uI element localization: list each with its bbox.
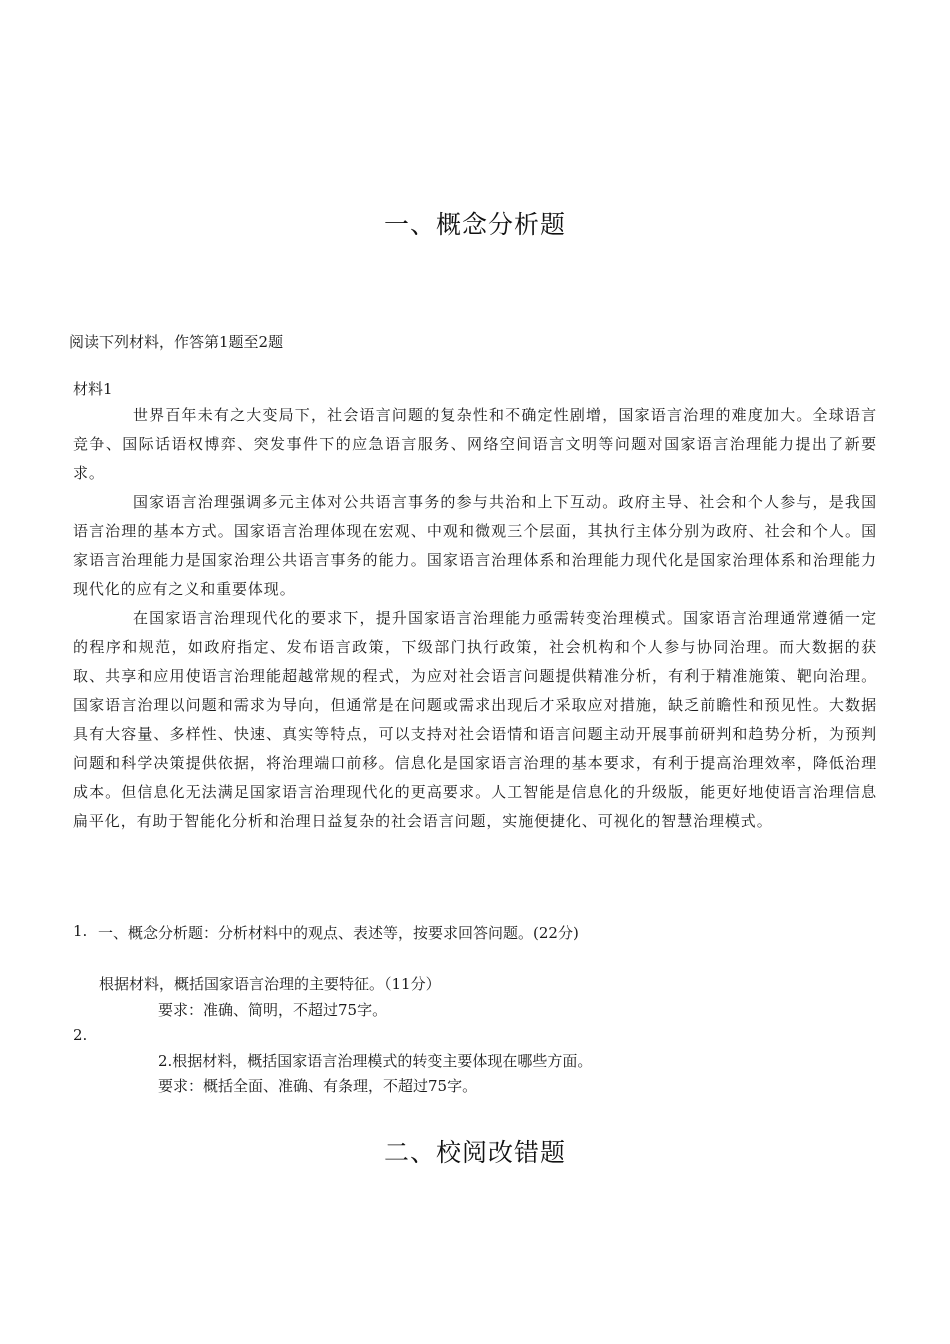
- material-paragraph: 在国家语言治理现代化的要求下，提升国家语言治理能力亟需转变治理模式。国家语言治理通常遵循一定的程序和规范，如政府指定、发布语言政策，下级部门执行政策，社会机构和个人参与协同治理。而大数据的获取、共享和应用使语言治理能超越常规的程式，为应对社会语言问题提供精准分析，有利于精准施策、靶向治理。国家语言治理以问题和需求为导向，但通常是在问题或需求出现后才采取应对措施，缺乏前瞻性和预见性。大数据具有大容量、多样性、快速、真实等特点，可以支持对社会语情和语言问题主动开展事前研判和趋势分析，为预判问题和科学决策提供依据，将治理端口前移。信息化是国家语言治理的基本要求，有利于提高治理效率，降低治理成本。但信息化无法满足国家语言治理现代化的更高要求。人工智能是信息化的升级版，能更好地使语言治理信息扁平化，有助于智能化分析和治理日益复杂的社会语言问题，实施便捷化、可视化的智慧治理模式。: [73, 609, 877, 830]
- section-title-concept-analysis: 一、概念分析题: [383, 210, 566, 239]
- material-paragraph: 世界百年未有之大变局下，社会语言问题的复杂性和不确定性剧增，国家语言治理的难度加大。全球语言竞争、国际话语权博弈、突发事件下的应急语言服务、网络空间语言文明等问题对国家语言治理能力提出了新要求。: [73, 406, 877, 482]
- material-paragraph: 国家语言治理强调多元主体对公共语言事务的参与共治和上下互动。政府主导、社会和个人参与，是我国语言治理的基本方式。国家语言治理体现在宏观、中观和微观三个层面，其执行主体分别为政府、社会和个人。国家语言治理能力是国家治理公共语言事务的能力。国家语言治理体系和治理能力现代化是国家治理体系和治理能力现代化的应有之义和重要体现。: [73, 493, 877, 598]
- section-title-proofreading: 二、校阅改错题: [383, 1138, 566, 1167]
- question-1-number: 1.: [73, 922, 88, 940]
- question-2-requirement: 要求：概括全面、准确、有条理，不超过75字。: [158, 1077, 478, 1095]
- question-2-number: 2.: [73, 1026, 88, 1044]
- question-1-requirement: 要求：准确、简明，不超过75字。: [158, 1001, 388, 1019]
- question-2-prompt: 2.根据材料，概括国家语言治理模式的转变主要体现在哪些方面。: [158, 1052, 593, 1070]
- question-1-prompt: 根据材料，概括国家语言治理的主要特征。（11分）: [99, 975, 441, 993]
- material-label: 材料1: [73, 380, 113, 398]
- reading-instruction: 阅读下列材料，作答第1题至2题: [69, 333, 284, 351]
- material-text: [73, 401, 877, 836]
- question-1-title: 一、概念分析题：分析材料中的观点、表述等，按要求回答问题。(22分): [98, 924, 579, 942]
